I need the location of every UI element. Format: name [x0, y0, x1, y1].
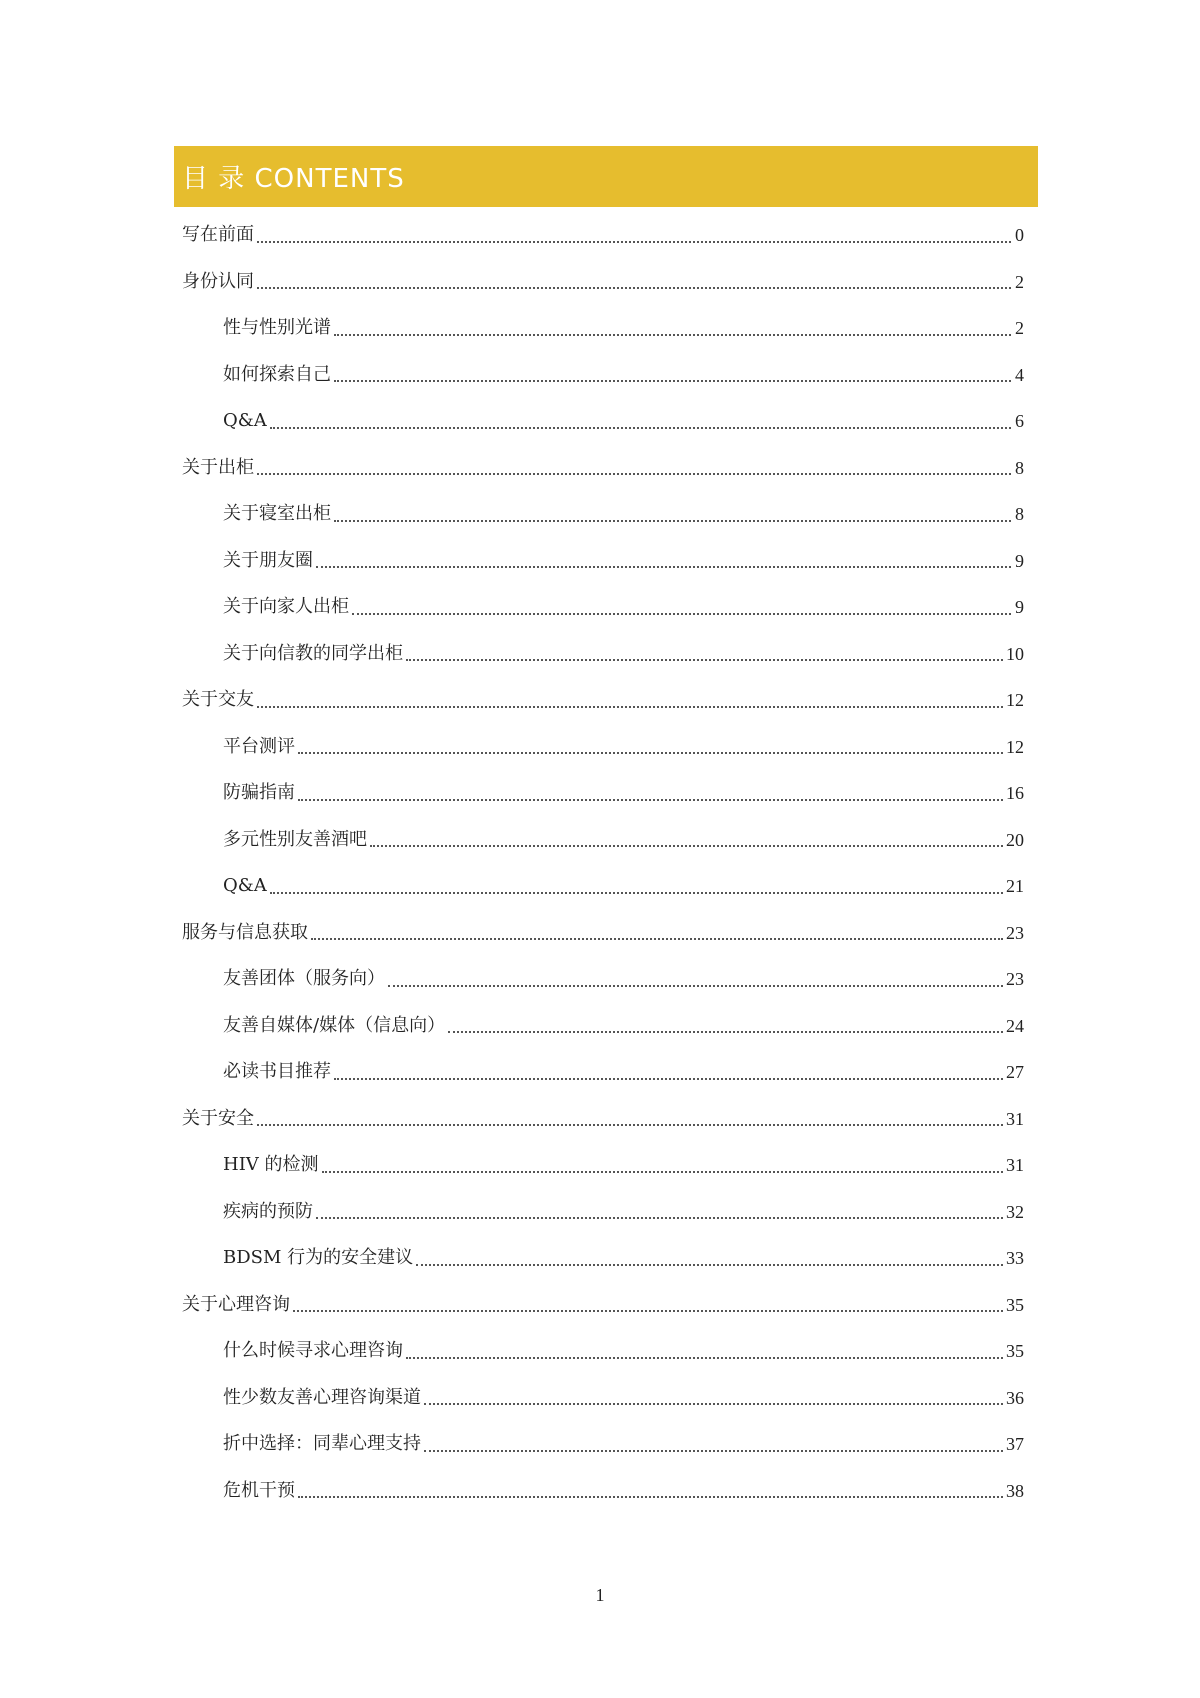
toc-entry-page: 2: [1015, 318, 1024, 339]
toc-entry[interactable]: [182, 398, 1024, 445]
toc-entry[interactable]: [182, 1468, 1024, 1515]
toc-dot-leader: [257, 472, 1011, 475]
toc-dot-leader: [406, 658, 1003, 661]
toc-entry-page: 23: [1006, 922, 1024, 943]
toc-entry-page: 20: [1006, 829, 1024, 850]
toc-entry-page: 35: [1006, 1294, 1024, 1315]
toc-entry-label: 友善自媒体/媒体（信息向）: [223, 1014, 446, 1036]
toc-entry[interactable]: [182, 863, 1024, 910]
toc-entry[interactable]: [182, 584, 1024, 631]
toc-entry-page: 8: [1015, 504, 1024, 525]
toc-entry-label: 关于心理咨询: [182, 1293, 290, 1315]
toc-entry-page: 33: [1006, 1248, 1024, 1269]
toc-entry-label: 关于向家人出柜: [223, 596, 349, 618]
toc-entry-label: 必读书目推荐: [223, 1061, 331, 1083]
toc-entry-label: Q&A: [223, 875, 267, 897]
toc-entry[interactable]: [182, 212, 1024, 259]
toc-entry-label: 关于向信教的同学出柜: [223, 642, 403, 664]
toc-entry-label: 危机干预: [223, 1479, 295, 1501]
toc-entry-page: 0: [1015, 225, 1024, 246]
toc-entry[interactable]: [182, 770, 1024, 817]
toc-entry-label: 平台测评: [223, 735, 295, 757]
toc-dot-leader: [298, 751, 1003, 754]
toc-entry[interactable]: [182, 910, 1024, 957]
toc-entry-label: 疾病的预防: [223, 1200, 313, 1222]
contents-title: 目 录 CONTENTS: [182, 164, 405, 194]
toc-dot-leader: [257, 1123, 1003, 1126]
toc-dot-leader: [298, 798, 1003, 801]
toc-entry-page: 27: [1006, 1062, 1024, 1083]
toc-entry-page: 9: [1015, 597, 1024, 618]
toc-entry-page: 2: [1015, 271, 1024, 292]
toc-entry[interactable]: [182, 1142, 1024, 1189]
toc-entry-label: 关于出柜: [182, 456, 254, 478]
toc-entry-label: 性少数友善心理咨询渠道: [223, 1386, 421, 1408]
toc-dot-leader: [257, 705, 1003, 708]
table-of-contents: [182, 212, 1024, 1514]
toc-entry-label: 什么时候寻求心理咨询: [223, 1340, 403, 1362]
toc-entry-label: 关于安全: [182, 1107, 254, 1129]
toc-dot-leader: [352, 612, 1011, 615]
toc-entry[interactable]: [182, 631, 1024, 678]
toc-entry[interactable]: [182, 1235, 1024, 1282]
toc-entry-label: 友善团体（服务向）: [223, 968, 385, 990]
toc-entry-page: 37: [1006, 1434, 1024, 1455]
toc-dot-leader: [334, 1077, 1003, 1080]
toc-entry[interactable]: [182, 1282, 1024, 1329]
toc-entry[interactable]: [182, 445, 1024, 492]
toc-dot-leader: [334, 379, 1011, 382]
toc-entry-label: HIV 的检测: [223, 1154, 319, 1176]
toc-dot-leader: [298, 1495, 1003, 1498]
toc-entry[interactable]: [182, 1003, 1024, 1050]
toc-entry-label: 写在前面: [182, 224, 254, 246]
toc-entry[interactable]: [182, 1328, 1024, 1375]
toc-entry-page: 21: [1006, 876, 1024, 897]
toc-entry-label: Q&A: [223, 410, 267, 432]
toc-dot-leader: [270, 426, 1011, 429]
toc-entry-label: 性与性别光谱: [223, 317, 331, 339]
toc-dot-leader: [270, 891, 1003, 894]
toc-entry[interactable]: [182, 724, 1024, 771]
toc-entry-label: 身份认同: [182, 270, 254, 292]
toc-entry-page: 6: [1015, 411, 1024, 432]
toc-entry[interactable]: [182, 1375, 1024, 1422]
toc-entry-page: 36: [1006, 1387, 1024, 1408]
contents-header-bar: [174, 146, 1038, 207]
toc-entry-page: 8: [1015, 457, 1024, 478]
toc-entry[interactable]: [182, 305, 1024, 352]
toc-entry-page: 12: [1006, 690, 1024, 711]
toc-dot-leader: [257, 286, 1011, 289]
toc-entry-page: 9: [1015, 550, 1024, 571]
toc-entry-page: 24: [1006, 1015, 1024, 1036]
toc-dot-leader: [316, 1216, 1003, 1219]
toc-entry-label: 关于寝室出柜: [223, 503, 331, 525]
toc-entry[interactable]: [182, 1049, 1024, 1096]
toc-dot-leader: [334, 519, 1011, 522]
toc-entry-label: 多元性别友善酒吧: [223, 828, 367, 850]
toc-dot-leader: [316, 565, 1011, 568]
toc-entry-page: 12: [1006, 736, 1024, 757]
toc-entry-page: 4: [1015, 364, 1024, 385]
toc-entry-label: BDSM 行为的安全建议: [223, 1247, 414, 1269]
toc-dot-leader: [257, 240, 1011, 243]
toc-entry[interactable]: [182, 491, 1024, 538]
toc-entry-page: 35: [1006, 1341, 1024, 1362]
toc-entry-page: 10: [1006, 643, 1024, 664]
toc-entry-page: 23: [1006, 969, 1024, 990]
toc-dot-leader: [370, 844, 1003, 847]
toc-entry[interactable]: [182, 677, 1024, 724]
toc-entry[interactable]: [182, 1096, 1024, 1143]
toc-entry-label: 折中选择：同辈心理支持: [223, 1433, 421, 1455]
toc-entry-label: 关于交友: [182, 689, 254, 711]
toc-dot-leader: [334, 333, 1011, 336]
toc-dot-leader: [406, 1356, 1003, 1359]
toc-dot-leader: [416, 1263, 1003, 1266]
toc-dot-leader: [424, 1402, 1003, 1405]
toc-entry[interactable]: [182, 538, 1024, 585]
toc-entry-page: 31: [1006, 1108, 1024, 1129]
toc-entry[interactable]: [182, 1421, 1024, 1468]
toc-dot-leader: [388, 984, 1003, 987]
toc-dot-leader: [293, 1309, 1003, 1312]
toc-entry-page: 38: [1006, 1480, 1024, 1501]
toc-dot-leader: [424, 1449, 1003, 1452]
toc-dot-leader: [448, 1030, 1003, 1033]
toc-entry-label: 防骗指南: [223, 782, 295, 804]
toc-entry[interactable]: [182, 352, 1024, 399]
toc-entry-label: 如何探索自己: [223, 363, 331, 385]
toc-entry[interactable]: [182, 956, 1024, 1003]
page-number: 1: [595, 1585, 605, 1605]
toc-entry-label: 服务与信息获取: [182, 921, 308, 943]
toc-entry-page: 31: [1006, 1155, 1024, 1176]
toc-entry-page: 32: [1006, 1201, 1024, 1222]
toc-entry[interactable]: [182, 259, 1024, 306]
toc-entry[interactable]: [182, 1189, 1024, 1236]
toc-dot-leader: [311, 937, 1003, 940]
toc-dot-leader: [322, 1170, 1003, 1173]
toc-entry-page: 16: [1006, 783, 1024, 804]
toc-entry[interactable]: [182, 817, 1024, 864]
toc-entry-label: 关于朋友圈: [223, 549, 313, 571]
